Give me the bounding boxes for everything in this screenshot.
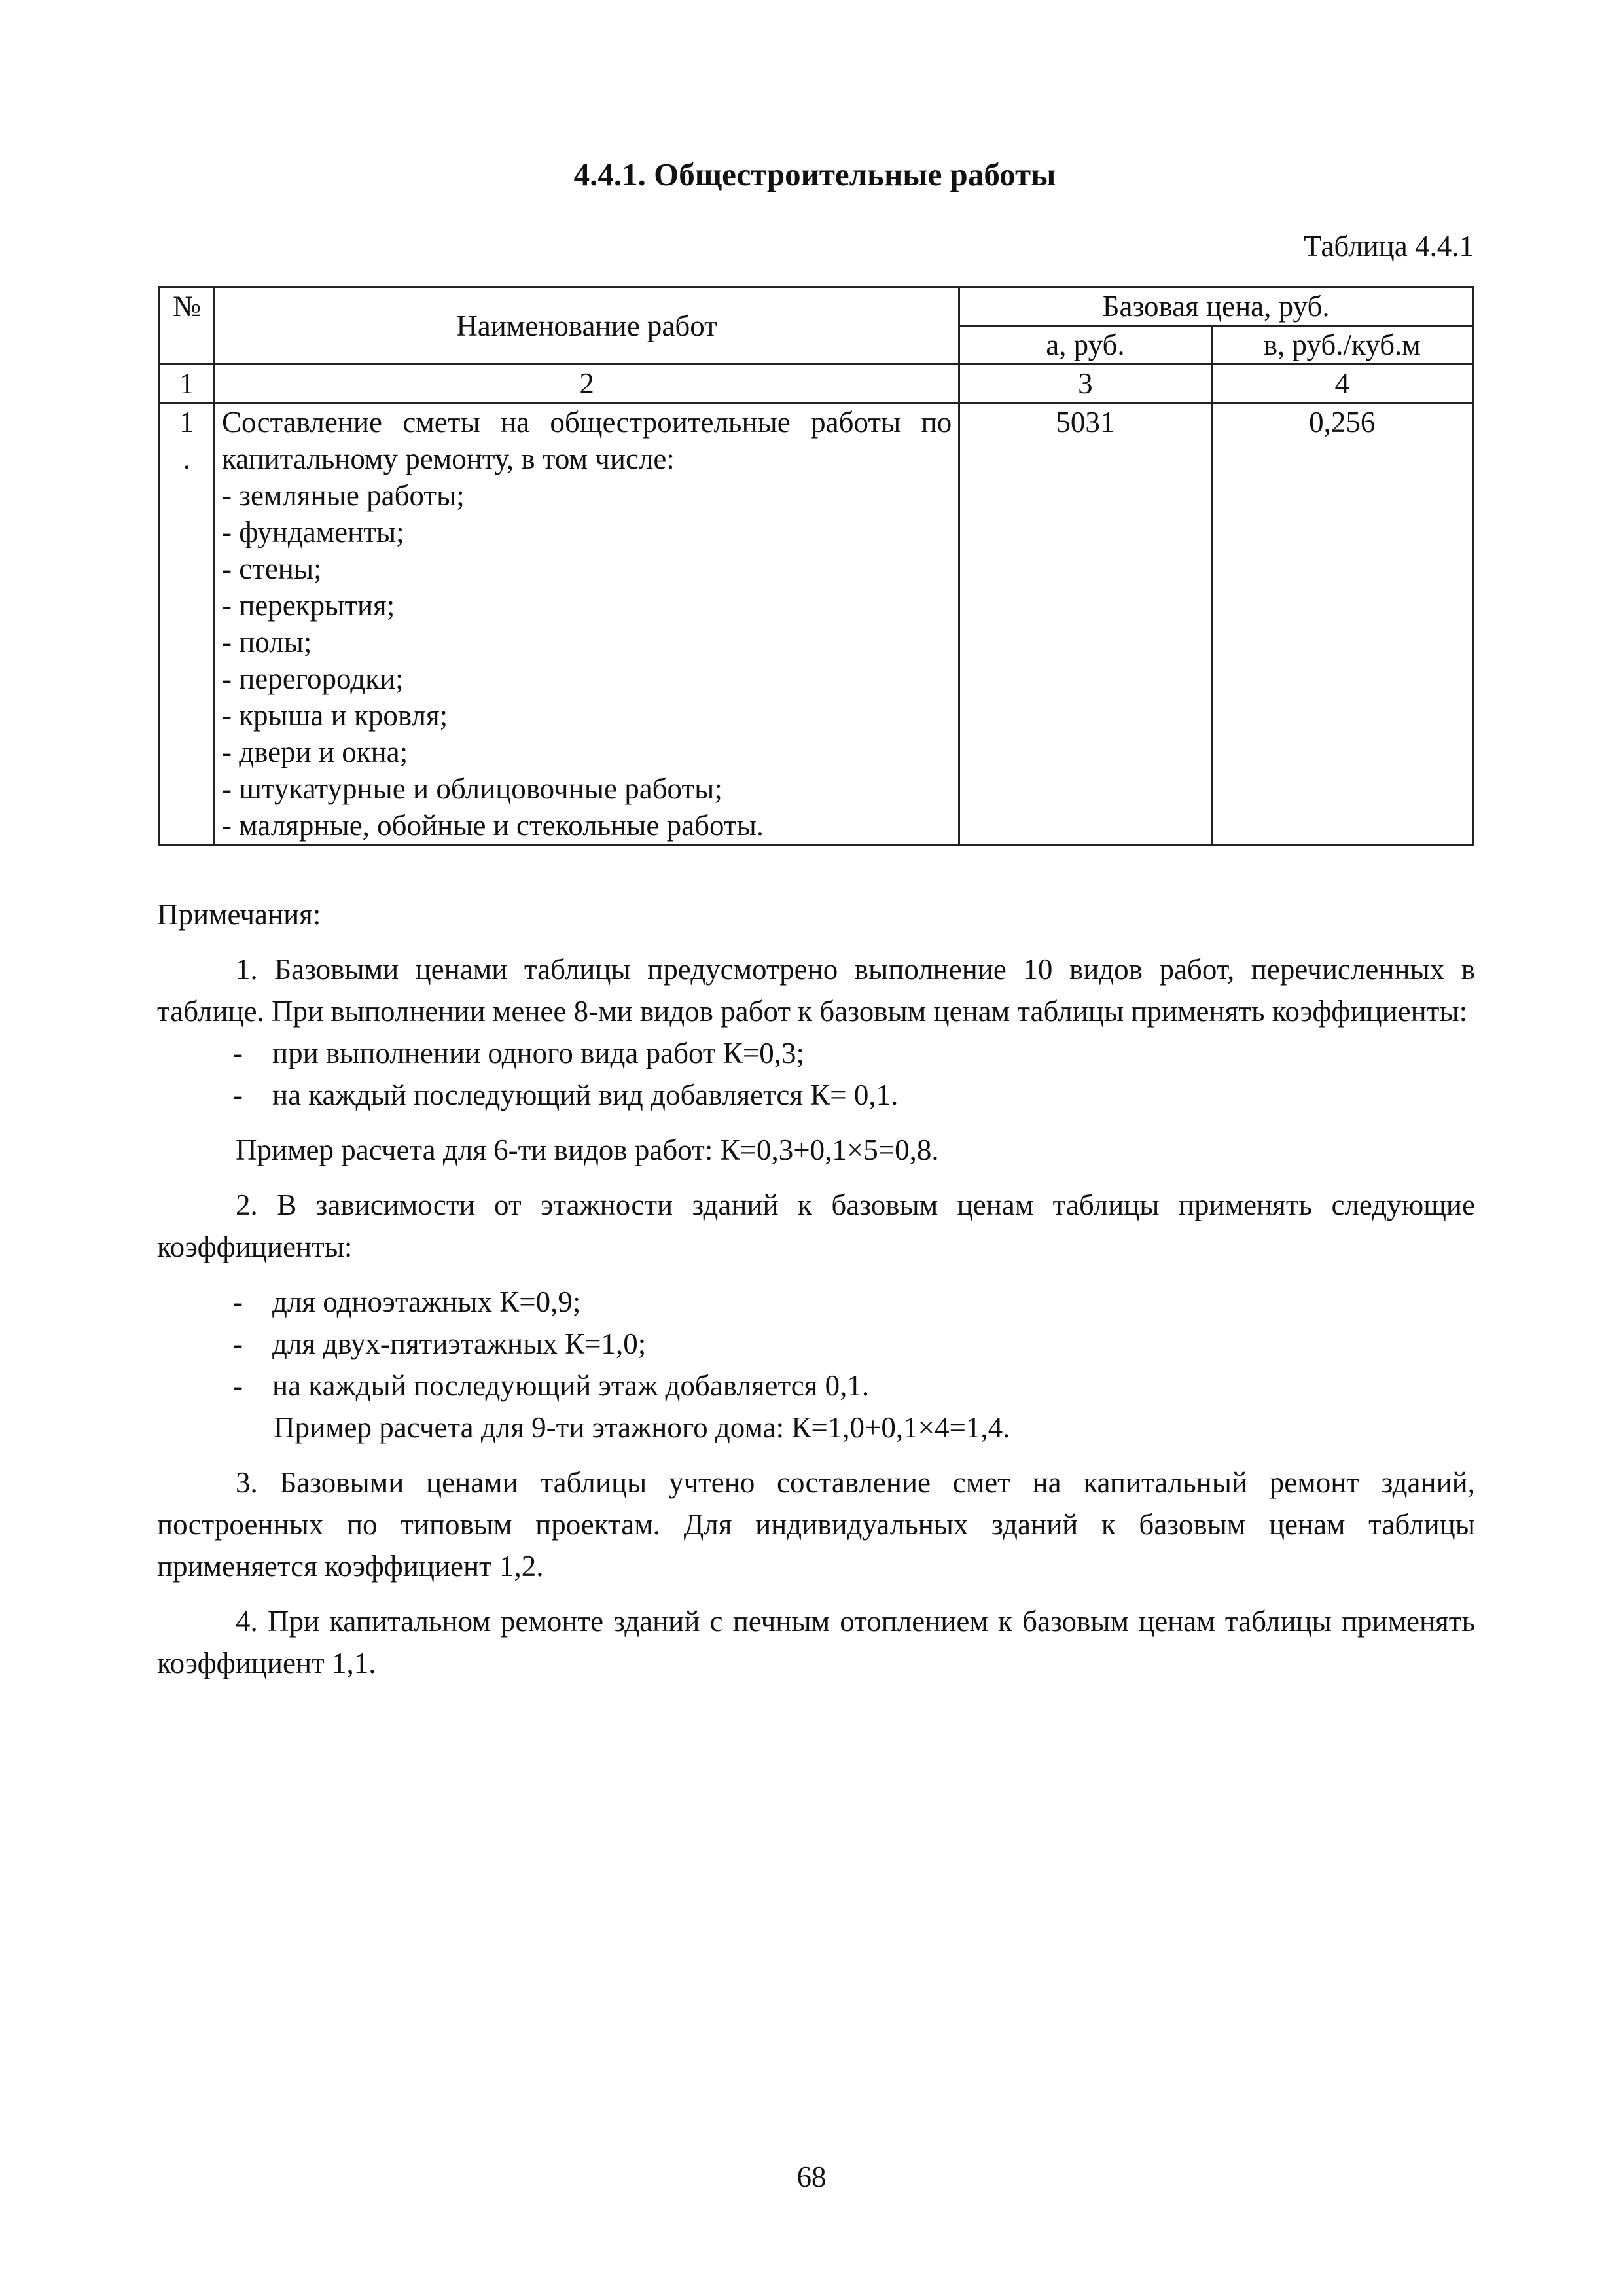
note-1-item bbox=[157, 1032, 1475, 1074]
notes-section bbox=[157, 893, 1475, 1684]
header-name: Наименование работ bbox=[214, 287, 959, 365]
list-item: - земляные работы; bbox=[221, 479, 465, 512]
dash-marker: - bbox=[233, 1037, 243, 1069]
note-2-item-text: для двух-пятиэтажных К=1,0; bbox=[272, 1327, 647, 1360]
table-label: Таблица 4.4.1 bbox=[1304, 230, 1474, 262]
header-col-a: а, руб. bbox=[959, 326, 1211, 365]
note-1-example: Пример расчета для 6-ти видов работ: К=0,3+0,1×5=0,8. bbox=[236, 1134, 939, 1166]
row-title: Составление сметы на общестроительные работы по капитальному ремонту, в том числе: bbox=[221, 406, 952, 475]
dash-marker: - bbox=[233, 1285, 243, 1318]
col-number: 3 bbox=[959, 365, 1211, 403]
header-col-b: в, руб./куб.м bbox=[1211, 326, 1472, 365]
list-item: - малярные, обойные и стекольные работы. bbox=[221, 809, 764, 842]
section-heading: 4.4.1. Общестроительные работы bbox=[573, 156, 1056, 192]
dash-marker: - bbox=[233, 1079, 243, 1111]
note-4: 4. При капитальном ремонте зданий с печным отоплением к базовым ценам таблицы применять коэффициент 1,1. bbox=[157, 1605, 1475, 1679]
column-number-row bbox=[160, 365, 1473, 403]
list-item: - перекрытия; bbox=[221, 589, 395, 622]
price-table bbox=[158, 286, 1474, 846]
list-item: - крыша и кровля; bbox=[221, 699, 448, 732]
row-price-b: 0,256 bbox=[1211, 403, 1472, 845]
note-3: 3. Базовыми ценами таблицы учтено составление смет на капитальный ремонт зданий, построенных по типовым проектам. Для индивидуальных зданий к базовым ценам таблицы применяется коэффициент 1,2. bbox=[157, 1466, 1475, 1583]
dash-marker: - bbox=[233, 1327, 243, 1360]
header-base-price: Базовая цена, руб. bbox=[959, 287, 1473, 326]
list-item: - полы; bbox=[221, 626, 312, 658]
note-2-item bbox=[157, 1365, 1475, 1407]
col-number: 2 bbox=[214, 365, 959, 403]
note-2-item-text: на каждый последующий этаж добавляется 0,1. bbox=[272, 1369, 870, 1402]
dash-marker: - bbox=[233, 1369, 243, 1402]
col-number: 1 bbox=[160, 365, 215, 403]
note-1: 1. Базовыми ценами таблицы предусмотрено выполнение 10 видов работ, перечисленных в таблице. При выполнении менее 8-ми видов работ к базовым ценам таблицы применять коэффициенты: bbox=[157, 953, 1475, 1028]
list-item: - перегородки; bbox=[221, 662, 404, 695]
page-number: 68 bbox=[796, 2161, 827, 2193]
row-number: 1 bbox=[179, 406, 194, 439]
note-2: 2. В зависимости от этажности зданий к базовым ценам таблицы применять следующие коэффициенты: bbox=[157, 1189, 1475, 1263]
list-item: - фундаменты; bbox=[221, 516, 404, 548]
table-row bbox=[160, 403, 1473, 845]
row-description bbox=[214, 403, 959, 845]
list-item: - стены; bbox=[221, 552, 322, 585]
note-2-item bbox=[157, 1281, 1475, 1323]
note-2-item bbox=[157, 1323, 1475, 1365]
notes-heading: Примечания: bbox=[157, 898, 321, 931]
list-item: - штукатурные и облицовочные работы; bbox=[221, 772, 722, 805]
table-header-row bbox=[160, 287, 1473, 326]
note-1-item-text: на каждый последующий вид добавляется К= 0,1. bbox=[272, 1079, 899, 1111]
note-2-example: Пример расчета для 9-ти этажного дома: К=1,0+0,1×4=1,4. bbox=[274, 1411, 1010, 1444]
row-num-cell bbox=[160, 403, 215, 845]
note-1-item bbox=[157, 1074, 1475, 1116]
col-number: 4 bbox=[1211, 365, 1472, 403]
note-2-item-text: для одноэтажных К=0,9; bbox=[272, 1285, 581, 1318]
list-item: - двери и окна; bbox=[221, 736, 408, 768]
row-price-a: 5031 bbox=[959, 403, 1211, 845]
note-1-item-text: при выполнении одного вида работ К=0,3; bbox=[272, 1037, 804, 1069]
header-num: № bbox=[160, 287, 215, 365]
row-number-dot: . bbox=[183, 442, 191, 475]
